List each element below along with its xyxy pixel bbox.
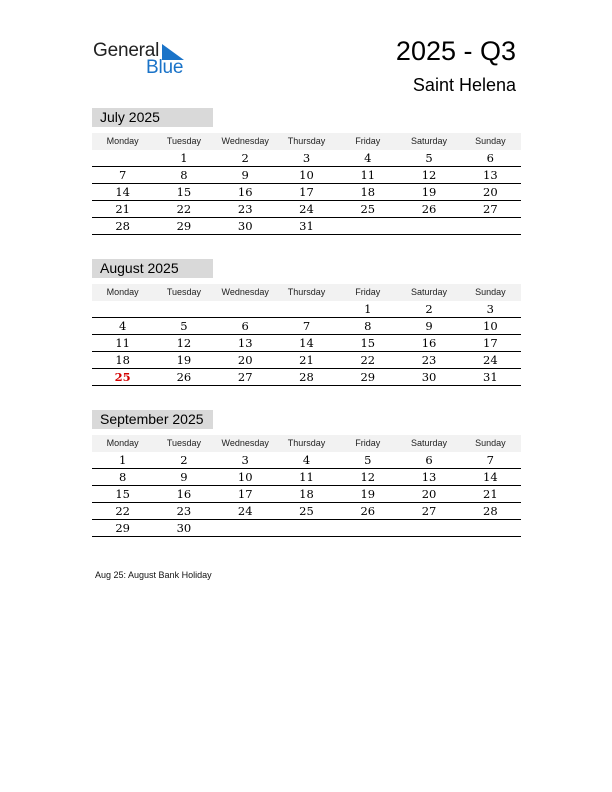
month-september — [92, 410, 521, 537]
day-cell: 13 — [237, 336, 253, 350]
weekday-label: Thursday — [287, 136, 326, 146]
day-cell: 12 — [176, 336, 192, 350]
weekday-label: Saturday — [411, 136, 448, 146]
day-cell: 16 — [237, 185, 253, 199]
day-cell: 24 — [483, 353, 498, 367]
day-cell: 26 — [176, 370, 192, 384]
weekday-label: Saturday — [411, 438, 448, 448]
day-cell: 9 — [180, 470, 188, 484]
day-cell: 11 — [115, 336, 130, 350]
day-cell: 7 — [486, 453, 494, 467]
week-row — [92, 520, 521, 537]
day-cell: 4 — [364, 151, 372, 165]
day-cell: 15 — [360, 336, 376, 350]
weekday-label: Tuesday — [166, 438, 202, 448]
day-cell: 3 — [302, 151, 311, 165]
week-row — [92, 150, 521, 167]
day-cell: 19 — [176, 353, 192, 367]
weekday-label: Friday — [355, 136, 381, 146]
weekday-label: Wednesday — [221, 438, 269, 448]
day-cell: 29 — [115, 521, 130, 535]
day-cell: 17 — [237, 487, 253, 501]
day-cell: 21 — [483, 487, 498, 501]
day-cell: 22 — [115, 504, 130, 518]
day-cell: 20 — [483, 185, 498, 199]
week-row — [92, 167, 521, 184]
day-cell: 25 — [299, 504, 314, 518]
weekday-header-row — [92, 284, 521, 301]
weekday-label: Monday — [106, 438, 139, 448]
month-august — [92, 259, 521, 386]
weekday-label: Thursday — [287, 287, 326, 297]
day-cell: 26 — [360, 504, 376, 518]
day-cell: 9 — [425, 319, 433, 333]
weekday-label: Sunday — [475, 136, 506, 146]
day-cell — [337, 520, 398, 536]
day-cell: 14 — [115, 185, 130, 199]
day-cell: 30 — [176, 521, 192, 535]
week-row — [92, 469, 521, 486]
day-cell: 5 — [180, 319, 188, 333]
day-cell: 1 — [180, 151, 188, 165]
logo-general-text: General — [93, 40, 160, 61]
month-name: August 2025 — [92, 259, 213, 278]
day-cell: 17 — [483, 336, 498, 350]
day-cell: 18 — [115, 353, 130, 367]
day-cell — [460, 520, 521, 536]
day-cell: 23 — [176, 504, 192, 518]
day-cell: 20 — [237, 353, 253, 367]
day-cell: 7 — [302, 319, 311, 333]
day-cell: 10 — [483, 319, 498, 333]
day-cell: 17 — [299, 185, 314, 199]
day-cell: 3 — [241, 453, 249, 467]
day-cell: 6 — [241, 319, 249, 333]
country-name: Saint Helena — [412, 75, 516, 95]
weekday-label: Sunday — [475, 287, 506, 297]
day-cell: 13 — [483, 168, 498, 182]
day-cell: 28 — [115, 219, 130, 233]
day-cell: 10 — [299, 168, 314, 182]
month-name: July 2025 — [92, 108, 213, 127]
day-cell: 2 — [425, 302, 433, 316]
day-cell: 8 — [180, 168, 188, 182]
day-cell: 22 — [176, 202, 192, 216]
day-cell: 27 — [421, 504, 437, 518]
day-cell: 30 — [421, 370, 437, 384]
day-cell: 15 — [176, 185, 192, 199]
day-cell: 7 — [118, 168, 127, 182]
week-row — [92, 184, 521, 201]
day-cell: 12 — [360, 470, 376, 484]
day-cell — [460, 218, 521, 234]
week-row — [92, 218, 521, 235]
day-cell: 29 — [360, 370, 376, 384]
day-cell: 31 — [483, 370, 498, 384]
weekday-label: Tuesday — [166, 136, 202, 146]
day-cell: 6 — [425, 453, 433, 467]
day-cell: 13 — [421, 470, 437, 484]
page-title: 2025 - Q3 — [395, 36, 516, 66]
weekday-label: Monday — [106, 287, 139, 297]
day-cell: 1 — [364, 302, 372, 316]
day-cell: 15 — [115, 487, 130, 501]
day-cell: 24 — [237, 504, 253, 518]
day-cell: 23 — [237, 202, 253, 216]
day-cell — [276, 301, 337, 317]
holiday-day-cell: 25 — [114, 370, 131, 384]
day-cell: 29 — [176, 219, 192, 233]
holiday-note: Aug 25: August Bank Holiday — [95, 570, 212, 580]
weekday-label: Friday — [355, 287, 381, 297]
day-cell: 9 — [241, 168, 249, 182]
day-cell: 5 — [364, 453, 372, 467]
week-row — [92, 452, 521, 469]
day-cell: 8 — [364, 319, 372, 333]
day-cell: 5 — [425, 151, 433, 165]
week-row — [92, 318, 521, 335]
day-cell — [215, 520, 276, 536]
day-cell: 18 — [299, 487, 314, 501]
week-row — [92, 201, 521, 218]
day-cell — [398, 520, 459, 536]
day-cell: 28 — [483, 504, 498, 518]
day-cell — [398, 218, 459, 234]
day-cell: 26 — [421, 202, 437, 216]
day-cell: 28 — [299, 370, 314, 384]
day-cell: 14 — [299, 336, 314, 350]
logo — [93, 40, 193, 80]
day-cell: 19 — [421, 185, 437, 199]
day-cell: 2 — [241, 151, 249, 165]
day-cell: 18 — [360, 185, 376, 199]
week-row — [92, 301, 521, 318]
weekday-label: Friday — [355, 438, 381, 448]
day-cell: 3 — [486, 302, 494, 316]
day-cell — [276, 520, 337, 536]
weekday-label: Wednesday — [221, 136, 269, 146]
day-cell: 31 — [299, 219, 314, 233]
day-cell: 12 — [421, 168, 437, 182]
day-cell: 23 — [421, 353, 437, 367]
weekday-label: Saturday — [411, 287, 448, 297]
weekday-label: Wednesday — [221, 287, 269, 297]
day-cell: 19 — [360, 487, 376, 501]
week-row — [92, 352, 521, 369]
weekday-label: Sunday — [475, 438, 506, 448]
logo-blue-text: Blue — [146, 57, 184, 78]
day-cell — [215, 301, 276, 317]
day-cell: 16 — [176, 487, 192, 501]
week-row — [92, 486, 521, 503]
day-cell: 8 — [118, 470, 127, 484]
week-row — [92, 369, 521, 386]
day-cell: 14 — [483, 470, 498, 484]
day-cell — [337, 218, 398, 234]
day-cell: 2 — [180, 453, 188, 467]
day-cell — [92, 150, 153, 166]
day-cell: 21 — [299, 353, 314, 367]
day-cell: 20 — [421, 487, 437, 501]
day-cell — [92, 301, 153, 317]
day-cell: 11 — [360, 168, 376, 182]
week-row — [92, 335, 521, 352]
weekday-label: Tuesday — [166, 287, 202, 297]
day-cell — [153, 301, 214, 317]
day-cell: 30 — [237, 219, 253, 233]
weekday-label: Thursday — [287, 438, 326, 448]
day-cell: 22 — [360, 353, 376, 367]
month-name: September 2025 — [92, 410, 213, 429]
weekday-label: Monday — [106, 136, 139, 146]
weekday-header-row — [92, 435, 521, 452]
day-cell: 25 — [360, 202, 376, 216]
day-cell: 16 — [421, 336, 437, 350]
weekday-header-row — [92, 133, 521, 150]
day-cell: 11 — [299, 470, 314, 484]
day-cell: 27 — [483, 202, 498, 216]
day-cell: 6 — [486, 151, 494, 165]
day-cell: 21 — [115, 202, 130, 216]
day-cell: 4 — [118, 319, 127, 333]
week-row — [92, 503, 521, 520]
day-cell: 1 — [118, 453, 127, 467]
month-july — [92, 108, 521, 235]
day-cell: 24 — [299, 202, 314, 216]
day-cell: 10 — [237, 470, 253, 484]
day-cell: 27 — [237, 370, 253, 384]
day-cell: 4 — [302, 453, 311, 467]
